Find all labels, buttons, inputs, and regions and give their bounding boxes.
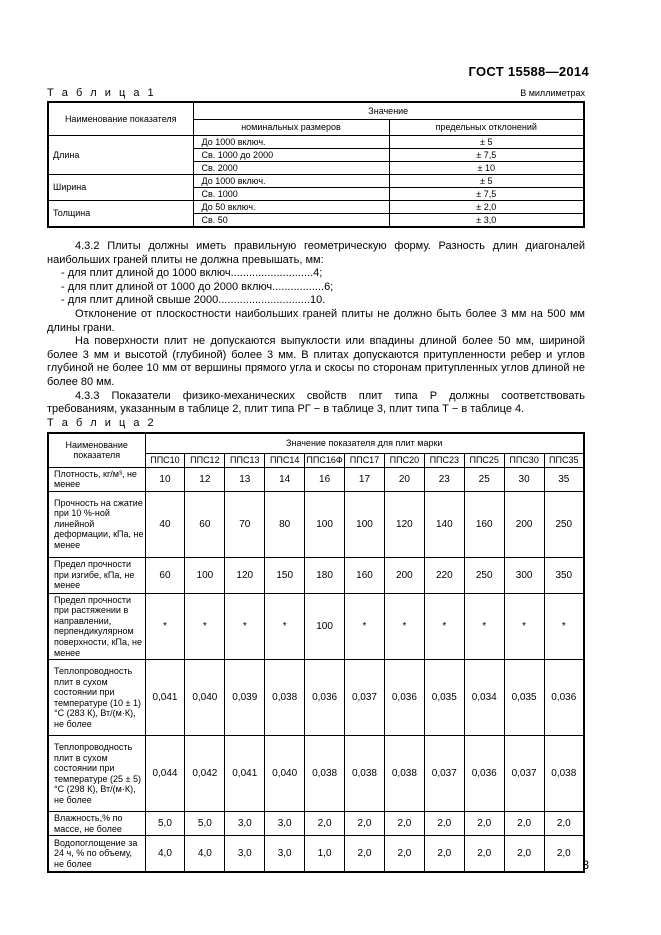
grade-header: ППС35 bbox=[544, 453, 584, 467]
indicator-value: 2,0 bbox=[345, 836, 385, 872]
table1-group-name: Ширина bbox=[48, 175, 193, 201]
table1-deviation: ± 5 bbox=[389, 175, 584, 188]
indicator-value: 0,036 bbox=[544, 660, 584, 736]
grade-header: ППС20 bbox=[384, 453, 424, 467]
grade-header: ППС23 bbox=[424, 453, 464, 467]
indicator-value: 0,038 bbox=[345, 736, 385, 812]
table1-header-deviation: предельных отклонений bbox=[389, 120, 584, 136]
indicator-value: 0,040 bbox=[185, 660, 225, 736]
indicator-value: * bbox=[544, 593, 584, 660]
indicator-value: 100 bbox=[345, 491, 385, 557]
document-id: ГОСТ 15588—2014 bbox=[468, 64, 589, 79]
indicator-value: 2,0 bbox=[544, 836, 584, 872]
indicator-label: Влажность,% по массе, не более bbox=[48, 812, 145, 836]
indicator-value: 300 bbox=[504, 557, 544, 593]
table2 bbox=[47, 432, 585, 873]
indicator-value: 60 bbox=[145, 557, 185, 593]
list-item: - для плит длиной до 1000 включ...........................4; bbox=[61, 267, 323, 280]
indicator-value: 1,0 bbox=[305, 836, 345, 872]
indicator-value: * bbox=[504, 593, 544, 660]
indicator-value: 4,0 bbox=[145, 836, 185, 872]
indicator-value: 250 bbox=[544, 491, 584, 557]
indicator-label: Плотность, кг/м³, не менее bbox=[48, 467, 145, 491]
table-row bbox=[48, 467, 584, 491]
indicator-value: 140 bbox=[424, 491, 464, 557]
indicator-value: 150 bbox=[265, 557, 305, 593]
indicator-value: * bbox=[225, 593, 265, 660]
table-row bbox=[48, 557, 584, 593]
indicator-label: Водопоглощение за 24 ч, % по объему, не более bbox=[48, 836, 145, 872]
grade-header: ППС13 bbox=[225, 453, 265, 467]
indicator-value: 2,0 bbox=[424, 812, 464, 836]
indicator-value: 10 bbox=[145, 467, 185, 491]
indicator-value: 35 bbox=[544, 467, 584, 491]
indicator-value: 3,0 bbox=[265, 812, 305, 836]
table1-unit: В миллиметрах bbox=[520, 88, 585, 98]
table1-nominal: До 50 включ. bbox=[193, 201, 389, 214]
table2-caption-row bbox=[47, 417, 585, 429]
paragraph: 4.3.2 Плиты должны иметь правильную геометрическую форму. Разность длин диагоналей наибольших граней плиты не должна превышать, мм: bbox=[47, 240, 585, 266]
indicator-value: 0,041 bbox=[225, 736, 265, 812]
grade-header: ППС17 bbox=[345, 453, 385, 467]
table-row bbox=[48, 660, 584, 736]
indicator-label: Теплопроводность плит в сухом состоянии при температуре (25 ± 5) °С (298 К), Вт/(м·К), не более bbox=[48, 736, 145, 812]
indicator-value: 0,042 bbox=[185, 736, 225, 812]
indicator-value: * bbox=[384, 593, 424, 660]
indicator-value: 0,038 bbox=[305, 736, 345, 812]
list-item: - для плит длиной свыше 2000..............................10. bbox=[61, 294, 326, 307]
indicator-value: 100 bbox=[305, 491, 345, 557]
indicator-value: 4,0 bbox=[185, 836, 225, 872]
indicator-value: 160 bbox=[345, 557, 385, 593]
paragraph: 4.3.3 Показатели физико-механических свойств плит типа Р должны соответствовать требованиям, указанным в таблице 2, плит типа РГ − в таблице 3, плит типа Т − в таблице 4. bbox=[47, 389, 585, 416]
indicator-value: 350 bbox=[544, 557, 584, 593]
indicator-label: Прочность на сжатие при 10 %-ной линейной деформации, кПа, не менее bbox=[48, 491, 145, 557]
indicator-value: 23 bbox=[424, 467, 464, 491]
indicator-value: 80 bbox=[265, 491, 305, 557]
indicator-value: 13 bbox=[225, 467, 265, 491]
indicator-value: * bbox=[464, 593, 504, 660]
indicator-value: 0,036 bbox=[384, 660, 424, 736]
indicator-label: Теплопроводность плит в сухом состоянии при температуре (10 ± 1) °С (283 К), Вт/(м·К), не более bbox=[48, 660, 145, 736]
table1-deviation: ± 5 bbox=[389, 136, 584, 149]
indicator-value: 16 bbox=[305, 467, 345, 491]
indicator-value: 40 bbox=[145, 491, 185, 557]
indicator-value: 160 bbox=[464, 491, 504, 557]
table1-nominal: До 1000 включ. bbox=[193, 136, 389, 149]
indicator-value: 200 bbox=[384, 557, 424, 593]
table1-nominal: Св. 50 bbox=[193, 214, 389, 228]
indicator-value: 3,0 bbox=[225, 836, 265, 872]
table-row bbox=[48, 593, 584, 660]
indicator-value: 25 bbox=[464, 467, 504, 491]
indicator-value: 0,040 bbox=[265, 736, 305, 812]
indicator-value: 0,037 bbox=[424, 736, 464, 812]
table-row bbox=[48, 836, 584, 872]
table1-header-nominal: номинальных размеров bbox=[193, 120, 389, 136]
indicator-value: 0,037 bbox=[345, 660, 385, 736]
indicator-value: 120 bbox=[384, 491, 424, 557]
indicator-value: 20 bbox=[384, 467, 424, 491]
indicator-value: 5,0 bbox=[185, 812, 225, 836]
page-number: 3 bbox=[582, 858, 589, 872]
indicator-value: 0,038 bbox=[384, 736, 424, 812]
table-row bbox=[48, 812, 584, 836]
table1-group-name: Длина bbox=[48, 136, 193, 175]
table1-group-name: Толщина bbox=[48, 201, 193, 228]
table2-body bbox=[48, 467, 584, 872]
table2-caption: Т а б л и ц а 2 bbox=[47, 417, 157, 429]
indicator-value: 30 bbox=[504, 467, 544, 491]
indicator-value: * bbox=[145, 593, 185, 660]
indicator-value: 100 bbox=[305, 593, 345, 660]
paragraph: На поверхности плит не допускаются выпуклости или впадины длиной более 50 мм, шириной более 3 мм и высотой (глубиной) более 3 мм. В плитах допускаются притупленности ребер и углов глубиной не более 10 мм от вершины прямого угла и скосы по сторонам притупленных углов длиной не более 80 мм. bbox=[47, 335, 585, 388]
grade-header: ППС10 bbox=[145, 453, 185, 467]
indicator-value: 3,0 bbox=[225, 812, 265, 836]
grade-header: ППС14 bbox=[265, 453, 305, 467]
table1 bbox=[47, 101, 585, 228]
table1-nominal: Св. 1000 до 2000 bbox=[193, 149, 389, 162]
indicator-value: 0,035 bbox=[504, 660, 544, 736]
indicator-value: 2,0 bbox=[504, 812, 544, 836]
indicator-value: 2,0 bbox=[464, 812, 504, 836]
table1-nominal: До 1000 включ. bbox=[193, 175, 389, 188]
indicator-value: 0,039 bbox=[225, 660, 265, 736]
indicator-value: 2,0 bbox=[464, 836, 504, 872]
indicator-value: 2,0 bbox=[305, 812, 345, 836]
indicator-value: 60 bbox=[185, 491, 225, 557]
indicator-value: 5,0 bbox=[145, 812, 185, 836]
indicator-value: 2,0 bbox=[504, 836, 544, 872]
indicator-value: 0,038 bbox=[265, 660, 305, 736]
indicator-value: 0,034 bbox=[464, 660, 504, 736]
grade-header: ППС16Ф bbox=[306, 455, 343, 465]
indicator-label: Предел прочности при растяжении в направлении, перпендикулярном поверхности, кПа, не менее bbox=[48, 593, 145, 660]
grade-header: ППС12 bbox=[185, 453, 225, 467]
table2-header-name: Наименование показателя bbox=[48, 433, 145, 467]
table1-header-value: Значение bbox=[193, 102, 584, 120]
indicator-value: 2,0 bbox=[544, 812, 584, 836]
indicator-value: 0,037 bbox=[504, 736, 544, 812]
table1-caption: Т а б л и ц а 1 bbox=[47, 87, 157, 99]
table-row bbox=[48, 736, 584, 812]
indicator-value: 0,035 bbox=[424, 660, 464, 736]
indicator-value: 2,0 bbox=[384, 812, 424, 836]
indicator-value: 0,041 bbox=[145, 660, 185, 736]
table2-header-value: Значение показателя для плит марки bbox=[145, 433, 584, 453]
indicator-value: 0,036 bbox=[305, 660, 345, 736]
indicator-value: 0,044 bbox=[145, 736, 185, 812]
grade-header: ППС25 bbox=[464, 453, 504, 467]
list-item: - для плит длиной от 1000 до 2000 включ.................6; bbox=[61, 280, 334, 293]
indicator-value: 250 bbox=[464, 557, 504, 593]
indicator-value: 0,038 bbox=[544, 736, 584, 812]
table1-deviation: ± 7,5 bbox=[389, 149, 584, 162]
indicator-value: * bbox=[265, 593, 305, 660]
indicator-value: 100 bbox=[185, 557, 225, 593]
indicator-value: 200 bbox=[504, 491, 544, 557]
indicator-value: 14 bbox=[265, 467, 305, 491]
table1-caption-row bbox=[47, 86, 585, 99]
indicator-value: 0,036 bbox=[464, 736, 504, 812]
table1-deviation: ± 2,0 bbox=[389, 201, 584, 214]
indicator-value: 180 bbox=[305, 557, 345, 593]
section-4-3-2-text bbox=[47, 240, 585, 417]
table1-deviation: ± 10 bbox=[389, 162, 584, 175]
indicator-value: * bbox=[424, 593, 464, 660]
indicator-value: 17 bbox=[345, 467, 385, 491]
indicator-value: * bbox=[345, 593, 385, 660]
table1-deviation: ± 3,0 bbox=[389, 214, 584, 228]
paragraph: Отклонение от плоскостности наибольших граней плиты не должно быть более 3 мм на 500 мм длины грани. bbox=[47, 307, 585, 334]
table1-nominal: Св. 2000 bbox=[193, 162, 389, 175]
table1-nominal: Св. 1000 bbox=[193, 188, 389, 201]
table-row bbox=[48, 491, 584, 557]
indicator-value: 2,0 bbox=[384, 836, 424, 872]
indicator-value: * bbox=[185, 593, 225, 660]
indicator-value: 120 bbox=[225, 557, 265, 593]
indicator-value: 2,0 bbox=[345, 812, 385, 836]
grade-header: ППС30 bbox=[504, 453, 544, 467]
indicator-value: 220 bbox=[424, 557, 464, 593]
indicator-value: 3,0 bbox=[265, 836, 305, 872]
indicator-value: 2,0 bbox=[424, 836, 464, 872]
table1-deviation: ± 7,5 bbox=[389, 188, 584, 201]
table1-header-name: Наименование показателя bbox=[48, 102, 193, 136]
indicator-label: Предел прочности при изгибе, кПа, не менее bbox=[48, 557, 145, 593]
indicator-value: 70 bbox=[225, 491, 265, 557]
indicator-value: 12 bbox=[185, 467, 225, 491]
